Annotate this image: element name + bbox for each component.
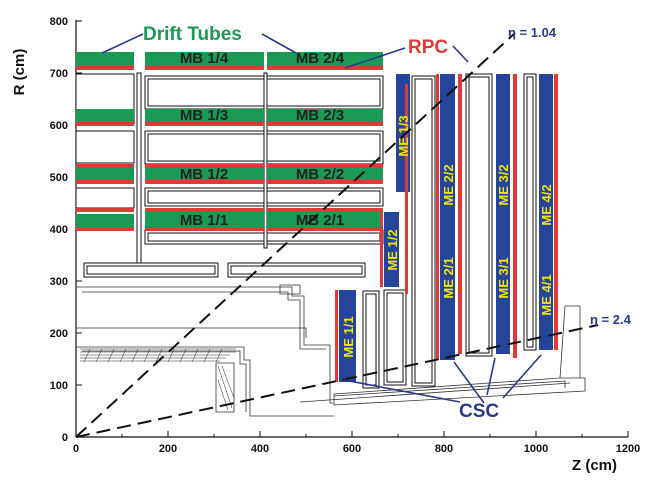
y-tick-label: 700	[49, 68, 68, 80]
label-mb23: MB 2/3	[295, 107, 345, 124]
rpc-strip	[76, 66, 134, 70]
callout-drift-tubes: Drift Tubes	[143, 24, 242, 45]
y-axis-title: R (cm)	[11, 48, 28, 96]
eta-104-label: η = 1.04	[508, 25, 557, 40]
eta-24-label: η = 2.4	[590, 312, 631, 327]
label-mb22: MB 2/2	[295, 166, 345, 183]
rpc-strip	[76, 122, 134, 126]
rpc-strip	[380, 212, 383, 287]
y-tick-label: 600	[49, 120, 68, 132]
csc-me42	[539, 74, 553, 200]
label-mb24: MB 2/4	[295, 50, 345, 67]
rpc-strip	[76, 227, 134, 231]
y-tick-label: 200	[49, 328, 68, 340]
rpc-strip	[76, 180, 134, 184]
rpc-strip	[436, 74, 439, 360]
dt-chamber-left-4	[76, 52, 134, 66]
label-me41: ME 4/1	[539, 274, 554, 316]
rpc-strip	[513, 74, 517, 358]
label-me21: ME 2/1	[441, 257, 456, 299]
x-tick-label: 400	[250, 443, 270, 455]
label-me42: ME 4/2	[539, 184, 554, 226]
callout-csc: CSC	[459, 401, 500, 422]
y-tick-label: 500	[49, 172, 68, 184]
x-tick-label: 0	[72, 443, 80, 455]
rpc-strip	[76, 164, 134, 167]
dt-chamber-left-2	[76, 167, 134, 180]
x-tick-label: 1000	[523, 443, 549, 455]
rpc-strip	[76, 208, 134, 212]
label-me11: ME 1/1	[341, 316, 356, 358]
label-me12: ME 1/2	[385, 229, 400, 271]
x-axis-ticks	[76, 431, 628, 437]
label-mb21: MB 2/1	[295, 212, 345, 229]
y-tick-label: 300	[49, 276, 68, 288]
label-mb12: MB 1/2	[179, 166, 229, 183]
x-tick-label: 1200	[615, 443, 641, 455]
y-tick-label: 400	[49, 224, 68, 236]
rpc-strip	[335, 290, 338, 382]
label-me13: ME 1/3	[396, 115, 411, 157]
callout-rpc: RPC	[408, 37, 449, 58]
dt-chamber-left-3	[76, 109, 134, 122]
label-mb14: MB 1/4	[179, 50, 229, 67]
rpc-strip	[458, 74, 462, 354]
y-tick-label: 0	[61, 432, 68, 444]
beam-region-hatch	[80, 349, 236, 410]
label-mb13: MB 1/3	[179, 107, 229, 124]
y-tick-label: 100	[49, 380, 68, 392]
x-axis-title: Z (cm)	[572, 457, 617, 474]
label-me31: ME 3/1	[496, 257, 511, 299]
rpc-strip	[554, 74, 558, 350]
label-mb11: MB 1/1	[179, 212, 229, 229]
x-tick-label: 800	[434, 443, 454, 455]
dt-chamber-left-1	[76, 214, 134, 227]
y-tick-label: 800	[49, 16, 68, 28]
x-tick-label: 600	[342, 443, 362, 455]
label-me22: ME 2/2	[441, 164, 456, 206]
x-tick-label: 200	[158, 443, 178, 455]
label-me32: ME 3/2	[496, 164, 511, 206]
